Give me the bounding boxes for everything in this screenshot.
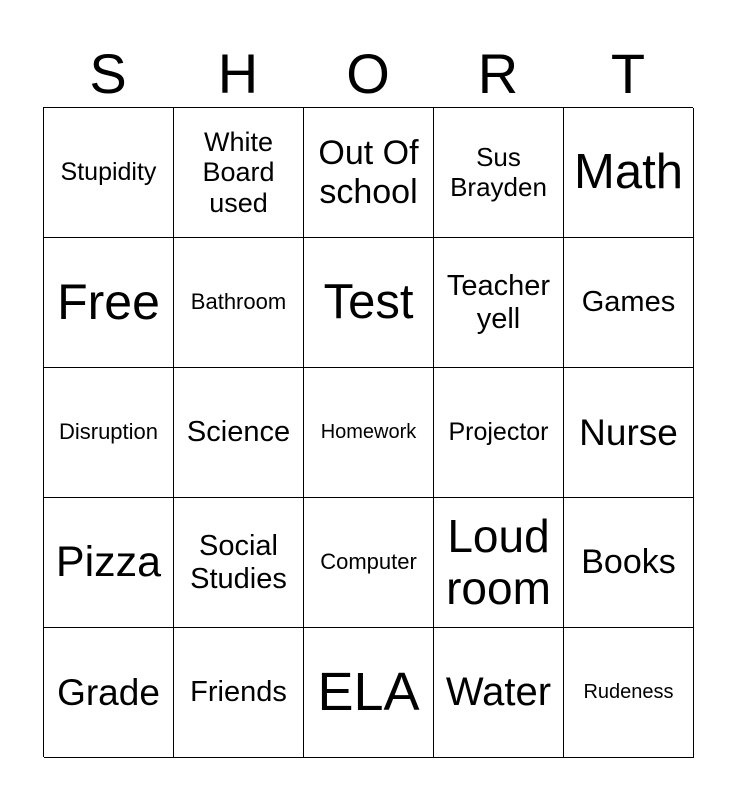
cell-label: Homework [320, 421, 417, 444]
cell-label: Loud room [446, 509, 551, 614]
bingo-cell[interactable] [304, 498, 434, 628]
bingo-cell[interactable] [174, 628, 304, 758]
cell-label: Projector [448, 418, 549, 447]
bingo-cell[interactable] [174, 238, 304, 368]
cell-label: Science [186, 416, 291, 449]
bingo-cell[interactable] [44, 238, 174, 368]
bingo-cell[interactable] [44, 498, 174, 628]
cell-label: Teacher yell [446, 269, 551, 335]
header-letter-s: S [89, 42, 127, 105]
bingo-cell[interactable] [44, 108, 174, 238]
cell-label: Stupidity [60, 158, 157, 187]
header-letter-o: O [346, 42, 390, 105]
header-letter-h: H [217, 42, 259, 105]
bingo-cell[interactable] [174, 368, 304, 498]
cell-label: Friends [190, 676, 287, 709]
cell-label: Free [57, 274, 160, 331]
cell-label: Disruption [58, 419, 159, 445]
bingo-cell[interactable] [44, 628, 174, 758]
bingo-cell[interactable] [304, 628, 434, 758]
bingo-cell[interactable] [564, 628, 694, 758]
cell-label: Test [323, 274, 414, 329]
bingo-board [43, 107, 693, 757]
bingo-cell[interactable] [304, 368, 434, 498]
cell-label: ELA [317, 661, 420, 722]
cell-label: Computer [320, 549, 417, 575]
cell-label: Books [581, 543, 676, 582]
header-letter-r: R [477, 42, 519, 105]
cell-label: Sus Brayden [450, 142, 547, 202]
bingo-cell[interactable] [564, 498, 694, 628]
cell-label: Bathroom [190, 289, 287, 315]
bingo-cell[interactable] [564, 368, 694, 498]
bingo-cell[interactable] [304, 238, 434, 368]
cell-label: Out Of school [318, 134, 419, 211]
bingo-header [43, 40, 693, 108]
bingo-cell[interactable] [564, 238, 694, 368]
cell-label: Math [574, 144, 683, 199]
cell-label: Water [445, 669, 552, 714]
bingo-cell[interactable] [174, 498, 304, 628]
bingo-cell[interactable] [174, 108, 304, 238]
cell-label: Rudeness [583, 681, 674, 704]
cell-label: White Board used [202, 126, 275, 218]
cell-label: Games [581, 286, 676, 319]
bingo-cell[interactable] [44, 368, 174, 498]
cell-label: Pizza [55, 538, 162, 587]
bingo-cell[interactable] [434, 108, 564, 238]
cell-label: Nurse [579, 411, 678, 453]
bingo-cell[interactable] [434, 238, 564, 368]
bingo-cell[interactable] [304, 108, 434, 238]
cell-label: Social Studies [190, 529, 287, 595]
bingo-cell[interactable] [564, 108, 694, 238]
bingo-cell[interactable] [434, 368, 564, 498]
header-letter-t: T [610, 42, 646, 105]
bingo-cell[interactable] [434, 628, 564, 758]
bingo-cell[interactable] [434, 498, 564, 628]
cell-label: Grade [57, 671, 160, 713]
